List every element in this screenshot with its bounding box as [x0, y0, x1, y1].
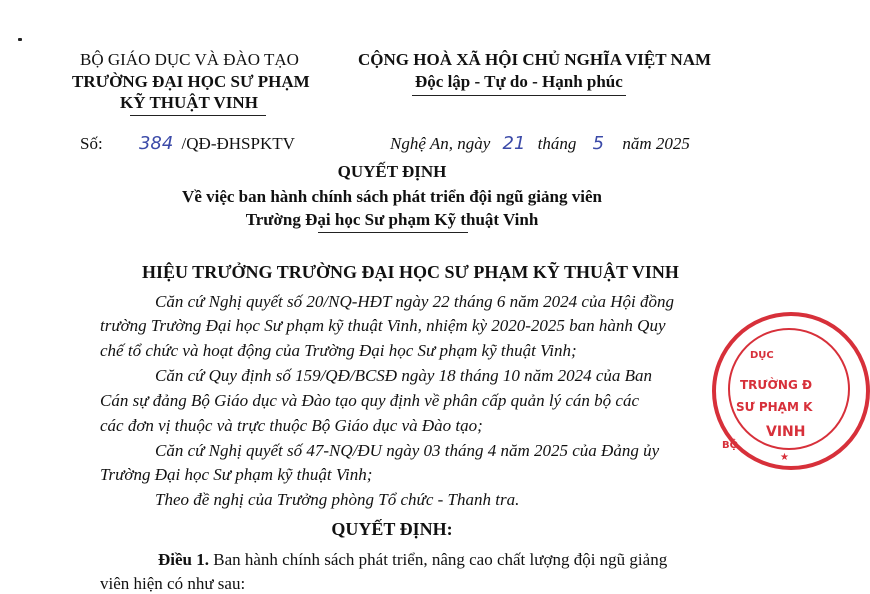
basis-line: Căn cứ Quy định số 159/QĐ/BCSĐ ngày 18 tháng 10 năm 2024 của Ban	[155, 366, 653, 385]
basis-line: Căn cứ Nghị quyết số 20/NQ-HĐT ngày 22 tháng 6 năm 2024 của Hội đồng	[155, 292, 674, 311]
org-line-ministry: BỘ GIÁO DỤC VÀ ĐÀO TẠO	[80, 50, 299, 69]
doc-number-suffix: /QĐ-ĐHSPKTV	[181, 134, 295, 153]
month-handwritten: 5	[592, 133, 605, 154]
official-seal	[712, 312, 870, 470]
place-date	[390, 133, 690, 154]
title-underline	[318, 232, 468, 233]
basis-line: các đơn vị thuộc và trực thuộc Bộ Giáo dục và Đào tạo;	[100, 416, 483, 435]
article-1	[158, 550, 667, 570]
seal-text-line2: SƯ PHẠM K	[736, 400, 813, 414]
place-label: Nghệ An, ngày	[390, 134, 491, 153]
article-1-label: Điều 1.	[158, 550, 209, 569]
org-line-university-2: KỸ THUẬT VINH	[120, 93, 258, 112]
nation-title: CỘNG HOÀ XÃ HỘI CHỦ NGHĨA VIỆT NAM	[358, 50, 712, 69]
org-line-university: TRƯỜNG ĐẠI HỌC SƯ PHẠM	[72, 72, 310, 91]
motto-underline	[412, 95, 626, 96]
month-label: tháng	[537, 134, 577, 153]
doc-number-handwritten: 384	[138, 133, 174, 154]
basis-line: chế tổ chức và hoạt động của Trường Đại học Sư phạm kỹ thuật Vinh;	[100, 341, 577, 360]
article-1-continuation: viên hiện có như sau:	[100, 574, 246, 593]
document-subject-2: Trường Đại học Sư phạm Kỹ thuật Vinh	[245, 210, 539, 229]
seal-text-line3: VINH	[766, 424, 806, 440]
day-handwritten: 21	[502, 133, 526, 154]
seal-star-icon: ★	[780, 452, 789, 463]
doc-number-prefix: Số:	[80, 134, 103, 153]
org-underline	[130, 115, 266, 116]
basis-line: Theo đề nghị của Trưởng phòng Tổ chức - Thanh tra.	[155, 490, 520, 509]
seal-text-line1: TRƯỜNG Đ	[740, 378, 813, 392]
basis-line: Cán sự đảng Bộ Giáo dục và Đào tạo quy định về phân cấp quản lý cán bộ các	[100, 391, 640, 410]
basis-line: Trường Đại học Sư phạm kỹ thuật Vinh;	[100, 465, 373, 484]
basis-line: trường Trường Đại học Sư phạm kỹ thuật Vinh, nhiệm kỳ 2020-2025 ban hành Quy	[100, 316, 666, 335]
document-subject: Về việc ban hành chính sách phát triển đội ngũ giảng viên	[182, 187, 602, 206]
year-label: năm 2025	[622, 134, 690, 153]
basis-line: Căn cứ Nghị quyết số 47-NQ/ĐU ngày 03 tháng 4 năm 2025 của Đảng ủy	[155, 441, 660, 460]
seal-rim-left: BỘ	[722, 440, 739, 451]
decision-heading: QUYẾT ĐỊNH:	[331, 519, 453, 539]
document-title: QUYẾT ĐỊNH	[337, 162, 447, 181]
scan-speck	[18, 38, 22, 41]
nation-motto: Độc lập - Tự do - Hạnh phúc	[415, 72, 623, 91]
document-number	[80, 133, 295, 154]
seal-rim-top: DỤC	[750, 350, 774, 361]
issuing-authority: HIỆU TRƯỞNG TRƯỜNG ĐẠI HỌC SƯ PHẠM KỸ THUẬT VINH	[142, 262, 679, 282]
article-1-text: Ban hành chính sách phát triển, nâng cao chất lượng đội ngũ giảng	[213, 550, 668, 569]
